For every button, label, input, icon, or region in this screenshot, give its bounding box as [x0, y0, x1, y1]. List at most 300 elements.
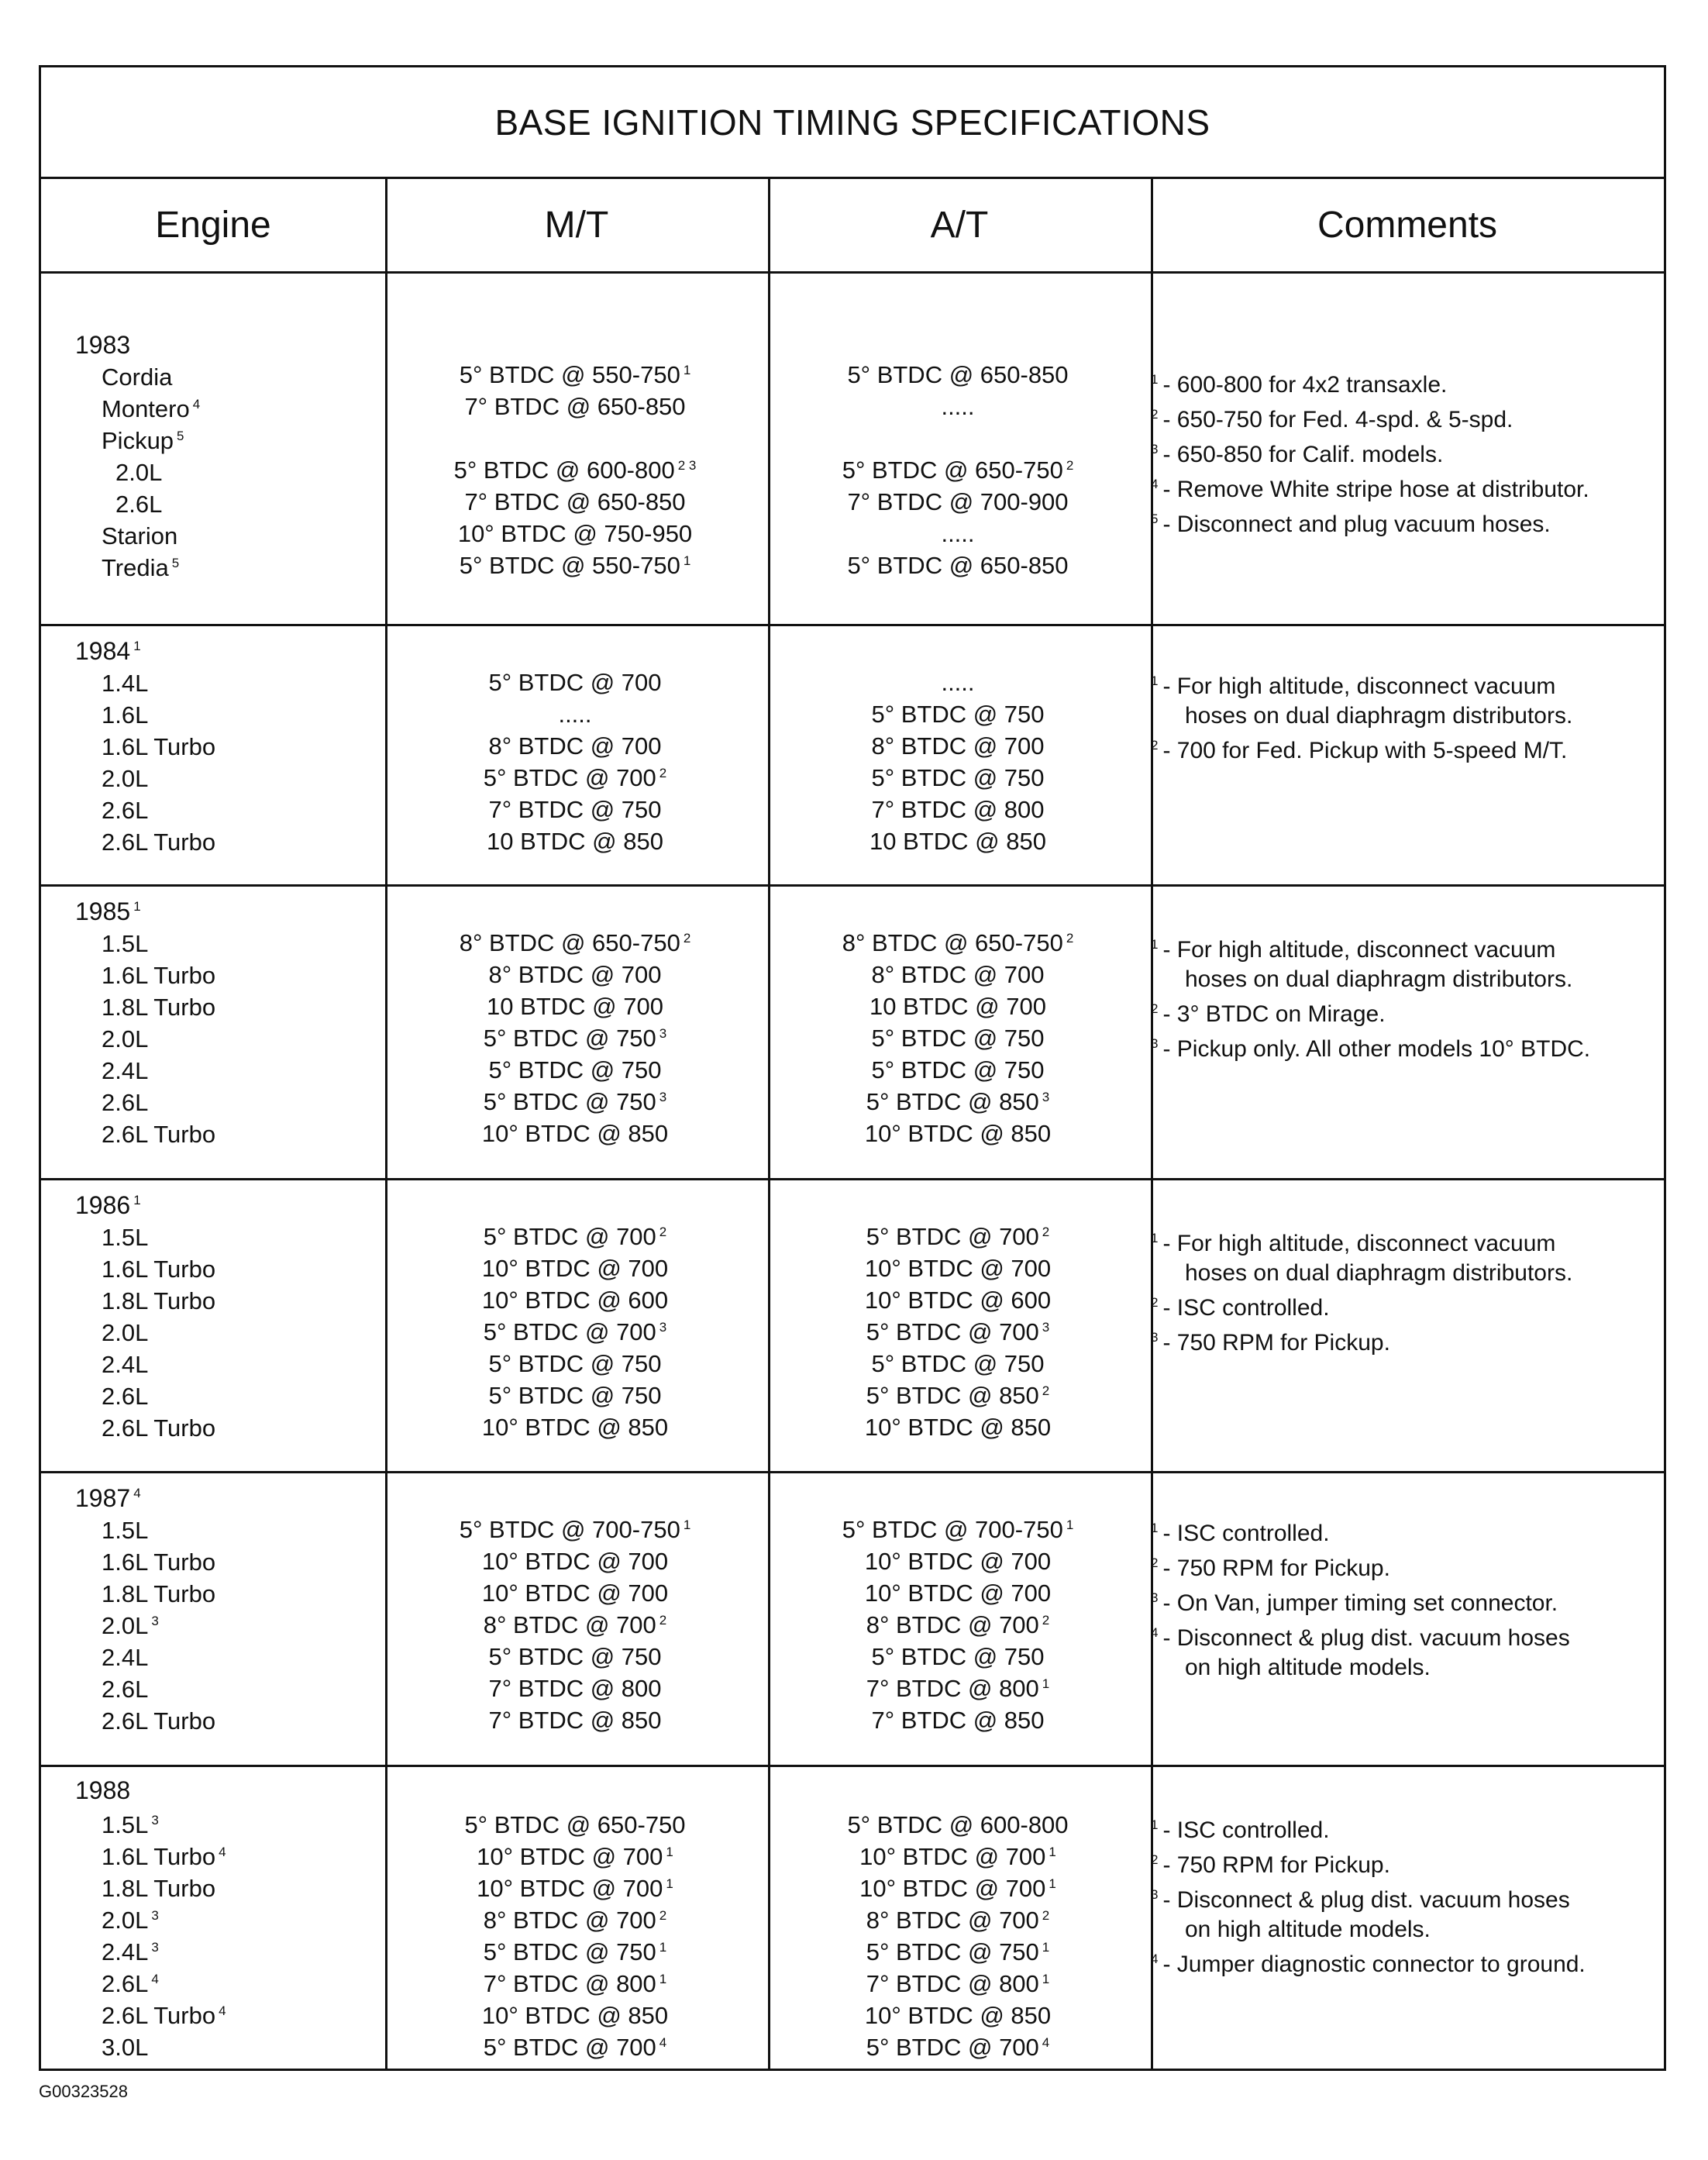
engine-cell [75, 361, 377, 393]
engine-cell-text: 2.4L [102, 1644, 149, 1671]
comment-text: - ISC controlled. [1162, 1521, 1330, 1546]
engine-cell [75, 425, 377, 456]
at-cell [768, 1577, 1148, 1609]
at-cell [768, 1904, 1148, 1936]
engine-cell-text: 2.6L Turbo [102, 829, 216, 856]
at-cell-text: 5° BTDC @ 750 [871, 701, 1045, 728]
comments-column [1151, 1810, 1662, 1979]
mt-cell-text: 10° BTDC @ 700 [481, 1548, 669, 1575]
comment-text: - For high altitude, disconnect vacuum [1162, 937, 1556, 963]
at-cell [768, 518, 1148, 549]
engine-cell [75, 991, 377, 1023]
at-cell-text: 5° BTDC @ 750 [871, 1350, 1045, 1377]
mt-cell [385, 2031, 765, 2063]
mt-cell [385, 1545, 765, 1577]
comment-line [1151, 400, 1662, 435]
engine-cell [75, 1546, 377, 1578]
comment-text: - For high altitude, disconnect vacuum [1162, 1231, 1556, 1256]
engine-cell [75, 763, 377, 794]
footnote-marker: 1 [683, 553, 691, 568]
at-cell-text: 5° BTDC @ 850 [866, 1382, 1039, 1409]
mt-cell [385, 1514, 765, 1545]
comment-line [1151, 1583, 1662, 1618]
year-label [75, 329, 377, 361]
mt-cell-text: 5° BTDC @ 750 [488, 1056, 662, 1083]
footnote-marker: 2 [1042, 1612, 1050, 1628]
at-cell [768, 762, 1148, 794]
mt-cell-text: 10° BTDC @ 600 [481, 1287, 669, 1314]
header-at: A/T [930, 205, 989, 246]
comment-line [1151, 1029, 1662, 1064]
engine-column [75, 636, 377, 858]
footnote-marker: 1 [659, 1971, 667, 1986]
mt-cell-text: 7° BTDC @ 650-850 [464, 488, 686, 515]
at-cell [768, 1514, 1148, 1545]
footnote-marker: 4 [192, 396, 201, 412]
engine-cell [75, 393, 377, 425]
mt-cell [385, 1221, 765, 1252]
engine-cell [75, 928, 377, 959]
comment-line [1151, 994, 1662, 1029]
engine-cell [75, 794, 377, 826]
at-cell-text: 7° BTDC @ 800 [866, 1675, 1039, 1702]
year-label [75, 636, 377, 667]
mt-cell [385, 990, 765, 1022]
at-cell [768, 1252, 1148, 1284]
mt-cell-text: 10° BTDC @ 850 [481, 1414, 669, 1441]
mt-cell [385, 794, 765, 825]
header-comments: Comments [1317, 205, 1498, 246]
comment-text: on high altitude models. [1185, 1655, 1431, 1680]
comment-text: - 3° BTDC on Mirage. [1162, 1001, 1386, 1027]
comment-text: - Remove White stripe hose at distributor. [1162, 477, 1589, 502]
comment-line [1151, 365, 1662, 400]
footnote-marker: 3 [151, 1613, 159, 1628]
at-column [768, 1514, 1148, 1736]
year-block-1983 [41, 274, 1664, 626]
table-title: BASE IGNITION TIMING SPECIFICATIONS [41, 67, 1664, 179]
comments-column [1151, 365, 1662, 539]
engine-cell-text: 2.0L [115, 459, 163, 486]
mt-cell [385, 1704, 765, 1736]
mt-cell-text: 5° BTDC @ 700 [483, 1223, 656, 1250]
mt-column [385, 667, 765, 857]
mt-cell [385, 1348, 765, 1380]
at-cell [768, 1411, 1148, 1443]
engine-cell [75, 1087, 377, 1118]
footnote-number: 1 [1151, 673, 1159, 688]
footnote-marker: 3 [1042, 1319, 1050, 1335]
engine-cell-text: 2.6L [102, 797, 149, 824]
mt-cell-text: 8° BTDC @ 700 [483, 1611, 656, 1638]
footnote-marker: 1 [1042, 1676, 1050, 1691]
comment-line [1151, 470, 1662, 505]
comment-text: - 750 RPM for Pickup. [1162, 1555, 1390, 1581]
comment-line [1151, 1845, 1662, 1880]
at-cell [768, 549, 1148, 581]
at-cell-text: 5° BTDC @ 750 [871, 1056, 1045, 1083]
at-cell-text: 5° BTDC @ 850 [866, 1088, 1039, 1115]
engine-cell [75, 1349, 377, 1380]
comments-column [1151, 930, 1662, 1064]
engine-cell [75, 1380, 377, 1412]
mt-cell [385, 1577, 765, 1609]
at-cell [768, 825, 1148, 857]
comments-column [1151, 1514, 1662, 1683]
footnote-marker: 2 [1066, 930, 1074, 946]
engine-cell-text: 2.4L [102, 1938, 149, 1965]
at-cell-text: ..... [941, 669, 975, 696]
at-cell [768, 959, 1148, 990]
year-label [75, 1483, 377, 1514]
engine-cell [75, 2000, 377, 2031]
at-cell [768, 1968, 1148, 2000]
engine-cell [75, 1904, 377, 1936]
comment-text: - 750 RPM for Pickup. [1162, 1852, 1390, 1878]
mt-cell-text: 5° BTDC @ 650-750 [464, 1811, 686, 1838]
engine-cell [75, 1872, 377, 1904]
at-cell [768, 1673, 1148, 1704]
comment-line [1151, 1224, 1662, 1259]
at-cell-text: 7° BTDC @ 800 [866, 1970, 1039, 1997]
at-cell-text: 5° BTDC @ 650-750 [842, 456, 1063, 484]
header-mt: M/T [544, 205, 609, 246]
at-column [768, 359, 1148, 581]
at-cell [768, 1348, 1148, 1380]
at-cell-text: 8° BTDC @ 700 [871, 961, 1045, 988]
footnote-number: 4 [1151, 477, 1159, 491]
mt-cell-text: 5° BTDC @ 600-800 [453, 456, 675, 484]
header-engine: Engine [155, 205, 271, 246]
engine-cell [75, 699, 377, 731]
footnote-number: 1 [1151, 372, 1159, 387]
comment-line [1151, 930, 1662, 965]
engine-cell-text: 1.6L Turbo [102, 1256, 216, 1283]
comment-text: - For high altitude, disconnect vacuum [1162, 673, 1556, 699]
at-cell [768, 391, 1148, 422]
at-cell [768, 927, 1148, 959]
mt-cell-text: 7° BTDC @ 750 [488, 796, 662, 823]
at-cell-text: 5° BTDC @ 750 [871, 1025, 1045, 1052]
engine-cell-text: 1.8L Turbo [102, 1287, 216, 1314]
at-cell-text: 5° BTDC @ 650-850 [847, 552, 1069, 579]
at-cell [768, 990, 1148, 1022]
engine-cell-text: 3.0L [102, 2034, 149, 2061]
comment-line [1151, 1514, 1662, 1549]
footnote-marker: 1 [1049, 1844, 1056, 1859]
at-cell-text: 7° BTDC @ 850 [871, 1707, 1045, 1734]
engine-column [75, 1483, 377, 1737]
footnote-number: 3 [1151, 1036, 1159, 1051]
mt-cell-text: 5° BTDC @ 750 [488, 1643, 662, 1670]
engine-cell [75, 1841, 377, 1872]
footnote-marker: 1 [1042, 1971, 1050, 1986]
mt-cell [385, 1380, 765, 1411]
at-cell-text: 5° BTDC @ 600-800 [847, 1811, 1069, 1838]
at-cell [768, 2031, 1148, 2063]
at-cell [768, 1380, 1148, 1411]
footnote-number: 1 [1151, 1231, 1159, 1245]
at-cell-text: 10° BTDC @ 850 [864, 2002, 1052, 2029]
at-cell [768, 1936, 1148, 1968]
at-cell [768, 1545, 1148, 1577]
mt-cell-text: ..... [558, 701, 592, 728]
footnote-marker: 4 [219, 1844, 226, 1859]
year-label [75, 896, 377, 928]
year-label-text: 1985 [75, 897, 131, 925]
figure-id: G00323528 [39, 2082, 128, 2101]
at-cell [768, 698, 1148, 730]
engine-column [75, 329, 377, 584]
engine-cell-text: 2.6L Turbo [102, 1414, 216, 1442]
comment-line [1151, 1945, 1662, 1979]
footnote-marker: 2 [659, 765, 667, 780]
mt-cell-text: 10° BTDC @ 850 [481, 2002, 669, 2029]
year-block-1985 [41, 887, 1664, 1180]
comment-text: - ISC controlled. [1162, 1817, 1330, 1843]
engine-cell-text: 1.5L [102, 1811, 149, 1838]
footnote-marker: 1 [133, 1193, 141, 1208]
engine-cell [75, 731, 377, 763]
mt-cell-text: 5° BTDC @ 750 [483, 1938, 656, 1965]
engine-cell-text: 1.8L Turbo [102, 1580, 216, 1607]
mt-cell [385, 1284, 765, 1316]
engine-cell [75, 1253, 377, 1285]
at-cell-text: 10° BTDC @ 700 [864, 1548, 1052, 1575]
footnote-number: 2 [1151, 1555, 1159, 1570]
at-cell-text: 8° BTDC @ 650-750 [842, 929, 1063, 956]
mt-cell [385, 667, 765, 698]
comment-line [1151, 505, 1662, 539]
engine-cell [75, 520, 377, 552]
mt-column [385, 1221, 765, 1443]
at-cell-text: 10° BTDC @ 850 [864, 1414, 1052, 1441]
at-cell [768, 422, 1148, 454]
mt-cell-text: 5° BTDC @ 750 [483, 1088, 656, 1115]
at-cell-text: 7° BTDC @ 700-900 [847, 488, 1069, 515]
year-label-text: 1987 [75, 1484, 131, 1512]
engine-cell-text: 2.0L [102, 1319, 149, 1346]
mt-cell [385, 391, 765, 422]
at-cell-text: ..... [941, 393, 975, 420]
footnote-marker: 2 [683, 930, 691, 946]
footnote-marker: 1 [659, 1939, 667, 1955]
engine-cell [75, 1023, 377, 1055]
at-cell [768, 1872, 1148, 1904]
comment-text: - Disconnect and plug vacuum hoses. [1162, 512, 1551, 537]
mt-cell [385, 1252, 765, 1284]
engine-column [75, 1775, 377, 2063]
year-block-1987 [41, 1473, 1664, 1767]
footnote-marker: 2 [1042, 1224, 1050, 1239]
engine-cell-text: 2.0L [102, 1907, 149, 1934]
mt-cell [385, 927, 765, 959]
engine-cell [75, 488, 377, 520]
comment-line [1151, 1810, 1662, 1845]
at-cell-text: 8° BTDC @ 700 [871, 732, 1045, 760]
at-cell [768, 1609, 1148, 1641]
comment-line [1151, 1259, 1662, 1288]
comment-text: - Disconnect & plug dist. vacuum hoses [1162, 1625, 1570, 1651]
year-label-text: 1986 [75, 1191, 131, 1219]
at-cell [768, 2000, 1148, 2031]
comment-text: - 600-800 for 4x2 transaxle. [1162, 372, 1448, 398]
comments-column [1151, 1224, 1662, 1358]
footnote-number: 2 [1151, 1001, 1159, 1016]
mt-column [385, 927, 765, 1149]
engine-cell-text: Pickup [102, 427, 174, 454]
engine-cell [75, 826, 377, 858]
comment-text: - 650-850 for Calif. models. [1162, 442, 1444, 467]
engine-cell-text: 1.8L Turbo [102, 994, 216, 1021]
comment-line [1151, 1653, 1662, 1683]
at-cell-text: 10° BTDC @ 700 [859, 1843, 1046, 1870]
comment-text: - Disconnect & plug dist. vacuum hoses [1162, 1887, 1570, 1913]
footnote-number: 3 [1151, 1590, 1159, 1605]
at-cell-text: 10° BTDC @ 700 [864, 1580, 1052, 1607]
engine-cell-text: 1.4L [102, 670, 149, 697]
at-cell [768, 1022, 1148, 1054]
engine-cell-text: 1.6L [102, 701, 149, 729]
at-cell-text: 10° BTDC @ 700 [864, 1255, 1052, 1282]
footnote-marker: 2 [1066, 457, 1074, 473]
at-cell [768, 1841, 1148, 1872]
at-column [768, 667, 1148, 857]
engine-cell-text: 1.8L Turbo [102, 1875, 216, 1902]
mt-cell-text: 10 BTDC @ 850 [487, 828, 663, 855]
footnote-marker: 4 [219, 2003, 226, 2018]
mt-cell [385, 1054, 765, 1086]
footnote-marker: 1 [1042, 1939, 1050, 1955]
engine-cell [75, 959, 377, 991]
mt-cell-text: 8° BTDC @ 700 [488, 732, 662, 760]
mt-cell-text: 10° BTDC @ 750-950 [457, 520, 693, 547]
engine-cell [75, 2031, 377, 2063]
engine-cell-text: 2.6L [102, 1089, 149, 1116]
mt-cell-text: 7° BTDC @ 850 [488, 1707, 662, 1734]
year-label-text: 1984 [75, 637, 131, 665]
footnote-marker: 4 [151, 1971, 159, 1986]
engine-cell-text: 2.4L [102, 1351, 149, 1378]
mt-column [385, 1514, 765, 1736]
mt-column [385, 359, 765, 581]
mt-cell [385, 1086, 765, 1118]
footnote-marker: 1 [1049, 1876, 1056, 1891]
mt-cell [385, 454, 765, 486]
at-cell-text: 5° BTDC @ 750 [871, 764, 1045, 791]
at-cell-text: 5° BTDC @ 700-750 [842, 1516, 1063, 1543]
footnote-number: 5 [1151, 512, 1159, 526]
engine-cell-text: 1.5L [102, 1517, 149, 1544]
footnote-number: 2 [1151, 407, 1159, 422]
footnote-number: 2 [1151, 738, 1159, 753]
mt-cell-text: 8° BTDC @ 700 [488, 961, 662, 988]
engine-cell-text: Cordia [102, 363, 173, 391]
footnote-marker: 2 [659, 1224, 667, 1239]
at-cell-text: ..... [941, 520, 975, 547]
footnote-marker: 3 [1042, 1089, 1050, 1104]
mt-cell-text: 5° BTDC @ 700-750 [459, 1516, 680, 1543]
footnote-marker: 2 3 [677, 457, 697, 473]
engine-cell [75, 456, 377, 488]
mt-cell [385, 2000, 765, 2031]
mt-cell-text: 10° BTDC @ 850 [481, 1120, 669, 1147]
engine-cell [75, 667, 377, 699]
footnote-marker: 3 [659, 1025, 667, 1041]
mt-cell [385, 359, 765, 391]
mt-cell [385, 762, 765, 794]
mt-cell [385, 1968, 765, 2000]
engine-cell [75, 1705, 377, 1737]
mt-cell-text: 5° BTDC @ 750 [488, 1350, 662, 1377]
mt-cell-text: 5° BTDC @ 700 [483, 2034, 656, 2061]
mt-cell-text: 8° BTDC @ 700 [483, 1907, 656, 1934]
footnote-marker: 1 [666, 1876, 673, 1891]
at-cell [768, 454, 1148, 486]
mt-cell-text: 7° BTDC @ 800 [488, 1675, 662, 1702]
mt-cell-text: 5° BTDC @ 750 [483, 1025, 656, 1052]
at-cell-text: 10° BTDC @ 850 [864, 1120, 1052, 1147]
comment-text: - 750 RPM for Pickup. [1162, 1330, 1390, 1356]
at-cell-text: 10° BTDC @ 600 [864, 1287, 1052, 1314]
mt-cell [385, 422, 765, 454]
at-cell [768, 1284, 1148, 1316]
engine-cell [75, 1578, 377, 1610]
comment-line [1151, 1880, 1662, 1915]
mt-cell-text: 10° BTDC @ 700 [477, 1875, 663, 1902]
footnote-marker: 5 [171, 555, 180, 570]
at-cell [768, 667, 1148, 698]
mt-cell [385, 698, 765, 730]
footnote-marker: 1 [1066, 1517, 1074, 1532]
at-cell-text: 10 BTDC @ 850 [869, 828, 1046, 855]
mt-cell-text: 5° BTDC @ 550-750 [459, 552, 680, 579]
comment-line [1151, 1915, 1662, 1945]
at-cell-text: 8° BTDC @ 700 [866, 1611, 1039, 1638]
mt-cell-text: 5° BTDC @ 700 [483, 1318, 656, 1345]
at-cell [768, 1221, 1148, 1252]
comment-text: - Pickup only. All other models 10° BTDC. [1162, 1036, 1591, 1062]
mt-cell [385, 1872, 765, 1904]
footnote-number: 3 [1151, 1887, 1159, 1902]
at-column [768, 1809, 1148, 2063]
comment-text: - Jumper diagnostic connector to ground. [1162, 1952, 1586, 1977]
footnote-marker: 1 [683, 362, 691, 377]
footnote-number: 2 [1151, 1852, 1159, 1867]
footnote-marker: 1 [666, 1844, 673, 1859]
footnote-number: 4 [1151, 1625, 1159, 1640]
engine-cell [75, 1118, 377, 1150]
mt-cell-text: 10 BTDC @ 700 [487, 993, 663, 1020]
comment-line [1151, 965, 1662, 994]
engine-cell-text: 2.6L [102, 1676, 149, 1703]
footnote-marker: 3 [659, 1089, 667, 1104]
engine-cell-text: 1.6L Turbo [102, 962, 216, 989]
mt-cell-text: 10° BTDC @ 700 [481, 1580, 669, 1607]
comment-line [1151, 1288, 1662, 1323]
comment-line [1151, 701, 1662, 731]
at-cell-text: 7° BTDC @ 800 [871, 796, 1045, 823]
year-label-text: 1988 [75, 1776, 131, 1804]
mt-cell-text: 5° BTDC @ 700 [488, 669, 662, 696]
engine-cell-text: 2.0L [102, 1025, 149, 1052]
header-row [41, 179, 1664, 274]
footnote-marker: 2 [1042, 1383, 1050, 1398]
engine-cell [75, 1642, 377, 1673]
comment-text: hoses on dual diaphragm distributors. [1185, 966, 1573, 992]
footnote-marker: 4 [659, 2034, 667, 2050]
at-cell-text: 5° BTDC @ 650-850 [847, 361, 1069, 388]
